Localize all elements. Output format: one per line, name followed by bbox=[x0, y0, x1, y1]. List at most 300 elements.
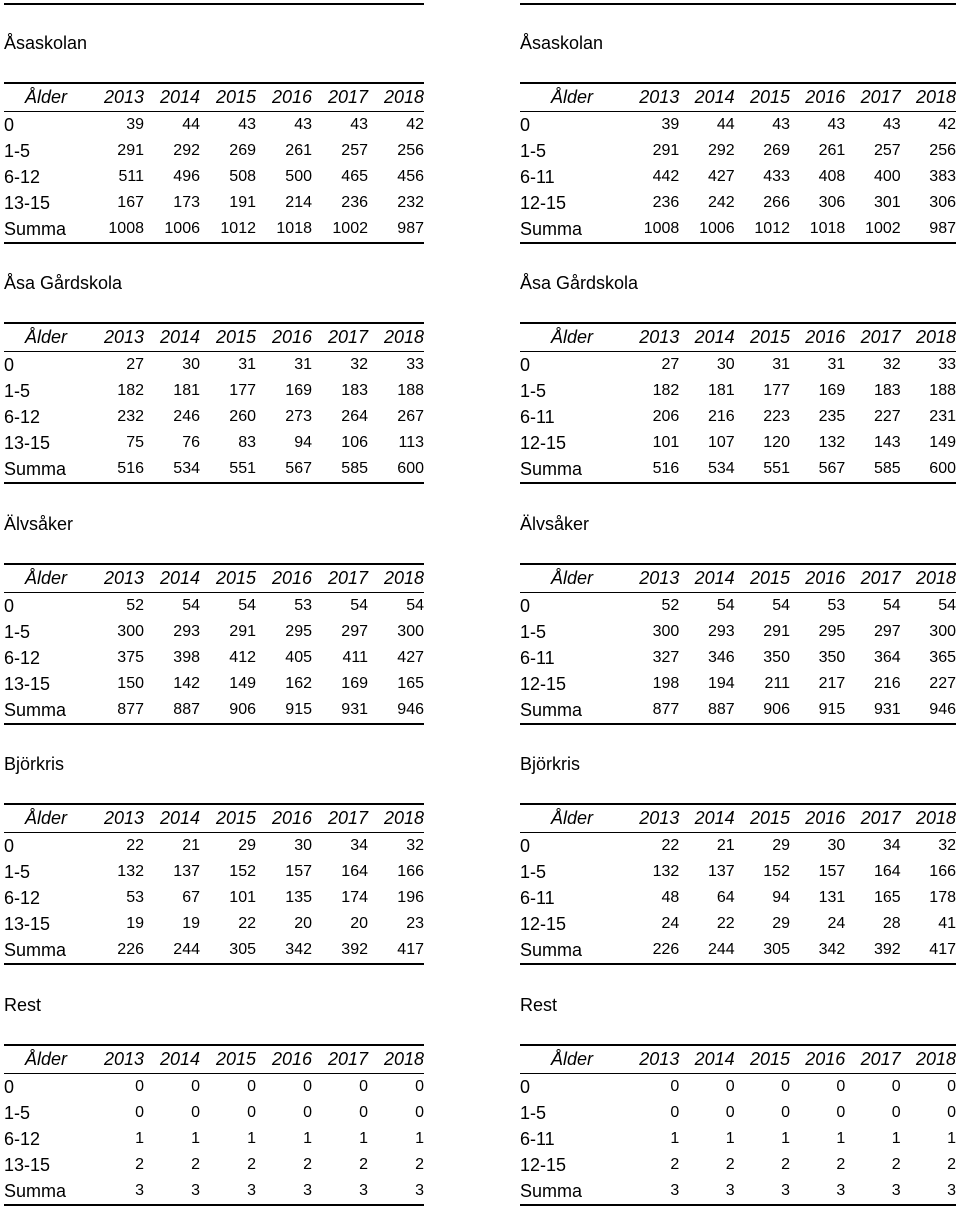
count-cell: 0 bbox=[247, 1104, 256, 1121]
age-group-cell: 0 bbox=[520, 114, 531, 135]
count-cell: 149 bbox=[229, 675, 256, 692]
age-group-cell: 0 bbox=[520, 595, 531, 616]
count-cell: 264 bbox=[341, 408, 368, 425]
count-cell: 295 bbox=[285, 623, 312, 640]
count-cell: 226 bbox=[88, 937, 144, 964]
count-cell: 30 bbox=[827, 837, 846, 854]
age-group-cell: 0 bbox=[4, 835, 15, 856]
table-row bbox=[520, 619, 956, 645]
count-cell: 427 bbox=[397, 649, 424, 666]
count-cell: 177 bbox=[763, 382, 790, 399]
count-cell: 227 bbox=[873, 408, 901, 425]
count-cell: 301 bbox=[873, 194, 901, 211]
count-cell: 342 bbox=[256, 937, 312, 964]
count-cell: 987 bbox=[901, 216, 956, 243]
count-cell: 29 bbox=[772, 837, 790, 854]
count-cell: 242 bbox=[707, 194, 735, 211]
count-cell: 223 bbox=[763, 408, 790, 425]
count-cell: 1 bbox=[415, 1130, 424, 1147]
count-cell: 877 bbox=[88, 697, 144, 724]
count-cell: 183 bbox=[341, 382, 368, 399]
count-cell: 3 bbox=[368, 1178, 424, 1205]
school-title: Björkris bbox=[520, 754, 581, 774]
count-cell: 181 bbox=[707, 382, 735, 399]
count-cell: 0 bbox=[670, 1104, 680, 1121]
count-cell: 511 bbox=[118, 168, 144, 185]
count-cell: 383 bbox=[929, 168, 956, 185]
age-group-cell: 12-15 bbox=[520, 913, 567, 934]
year-column-header: 2018 bbox=[368, 323, 424, 352]
count-cell: 3 bbox=[144, 1178, 200, 1205]
count-cell: 256 bbox=[397, 142, 424, 159]
age-group-cell: Summa bbox=[520, 216, 624, 243]
age-group-cell: 13-15 bbox=[4, 432, 51, 453]
count-cell: 915 bbox=[790, 697, 845, 724]
count-cell: 305 bbox=[200, 937, 256, 964]
count-cell: 300 bbox=[117, 623, 144, 640]
count-cell: 54 bbox=[938, 597, 956, 614]
count-cell: 22 bbox=[716, 915, 735, 932]
year-column-header: 2017 bbox=[845, 83, 900, 112]
count-cell: 364 bbox=[873, 649, 901, 666]
table-row bbox=[520, 456, 956, 483]
count-cell: 166 bbox=[929, 863, 956, 880]
count-cell: 31 bbox=[772, 356, 790, 373]
count-cell: 24 bbox=[661, 915, 680, 932]
count-cell: 54 bbox=[350, 597, 368, 614]
count-cell: 42 bbox=[406, 116, 424, 133]
count-cell: 211 bbox=[764, 675, 790, 692]
age-column-header: Ålder bbox=[520, 804, 624, 833]
table-row bbox=[520, 112, 956, 139]
count-cell: 157 bbox=[818, 863, 846, 880]
table-header-row bbox=[520, 804, 956, 833]
age-group-cell: 1-5 bbox=[4, 861, 31, 882]
age-group-cell: 13-15 bbox=[4, 192, 51, 213]
count-cell: 585 bbox=[845, 456, 900, 483]
count-cell: 1 bbox=[670, 1130, 680, 1147]
table-row bbox=[520, 1178, 956, 1205]
count-cell: 157 bbox=[285, 863, 312, 880]
count-cell: 165 bbox=[397, 675, 424, 692]
age-table bbox=[4, 563, 424, 725]
age-group-cell: 1-5 bbox=[4, 621, 31, 642]
table-row bbox=[4, 456, 424, 483]
age-column-header: Ålder bbox=[4, 564, 88, 593]
age-table bbox=[520, 322, 956, 484]
count-cell: 188 bbox=[397, 382, 424, 399]
school-title: Rest bbox=[520, 995, 558, 1015]
count-cell: 22 bbox=[661, 837, 680, 854]
school-title: Älvsåker bbox=[520, 514, 590, 534]
school-title: Åsaskolan bbox=[520, 33, 604, 53]
count-cell: 165 bbox=[873, 889, 901, 906]
count-cell: 931 bbox=[845, 697, 900, 724]
count-cell: 291 bbox=[117, 142, 144, 159]
age-column-header: Ålder bbox=[4, 804, 88, 833]
year-column-header: 2013 bbox=[624, 804, 679, 833]
count-cell: 106 bbox=[341, 434, 368, 451]
count-cell: 551 bbox=[735, 456, 790, 483]
count-cell: 1 bbox=[303, 1130, 312, 1147]
table-row bbox=[4, 404, 424, 430]
count-cell: 887 bbox=[144, 697, 200, 724]
table-row bbox=[4, 190, 424, 216]
count-cell: 76 bbox=[182, 434, 200, 451]
count-cell: 27 bbox=[126, 356, 144, 373]
table-row bbox=[520, 911, 956, 937]
age-group-cell: 12-15 bbox=[520, 432, 567, 453]
count-cell: 54 bbox=[772, 597, 790, 614]
count-cell: 174 bbox=[341, 889, 368, 906]
count-cell: 2 bbox=[191, 1156, 200, 1173]
count-cell: 567 bbox=[790, 456, 845, 483]
count-cell: 101 bbox=[652, 434, 680, 451]
count-cell: 534 bbox=[679, 456, 734, 483]
count-cell: 152 bbox=[763, 863, 790, 880]
count-cell: 2 bbox=[836, 1156, 846, 1173]
table-row bbox=[520, 138, 956, 164]
count-cell: 3 bbox=[624, 1178, 679, 1205]
count-cell: 567 bbox=[256, 456, 312, 483]
table-row bbox=[4, 619, 424, 645]
count-cell: 44 bbox=[182, 116, 200, 133]
count-cell: 169 bbox=[341, 675, 368, 692]
school-title: Åsa Gårdskola bbox=[520, 273, 639, 293]
count-cell: 217 bbox=[818, 675, 846, 692]
age-group-cell: 1-5 bbox=[520, 1102, 547, 1123]
year-column-header: 2015 bbox=[735, 804, 790, 833]
count-cell: 2 bbox=[247, 1156, 256, 1173]
count-cell: 306 bbox=[818, 194, 846, 211]
count-cell: 417 bbox=[901, 937, 956, 964]
year-column-header: 2015 bbox=[735, 1045, 790, 1074]
age-table bbox=[4, 1044, 424, 1206]
age-column-header: Ålder bbox=[4, 323, 88, 352]
count-cell: 0 bbox=[891, 1078, 901, 1095]
top-rule bbox=[520, 3, 956, 5]
count-cell: 19 bbox=[182, 915, 200, 932]
count-cell: 177 bbox=[229, 382, 256, 399]
age-group-cell: 0 bbox=[520, 835, 531, 856]
age-group-cell: 6-12 bbox=[4, 887, 41, 908]
table-header-row bbox=[520, 83, 956, 112]
year-column-header: 2015 bbox=[735, 323, 790, 352]
table-row bbox=[4, 671, 424, 697]
table-row bbox=[4, 216, 424, 243]
year-column-header: 2017 bbox=[845, 1045, 900, 1074]
year-column-header: 2014 bbox=[144, 564, 200, 593]
count-cell: 585 bbox=[312, 456, 368, 483]
count-cell: 196 bbox=[397, 889, 424, 906]
count-cell: 2 bbox=[303, 1156, 312, 1173]
age-column-header: Ålder bbox=[4, 83, 88, 112]
age-column-header: Ålder bbox=[520, 564, 624, 593]
count-cell: 166 bbox=[397, 863, 424, 880]
year-column-header: 2015 bbox=[200, 804, 256, 833]
year-column-header: 2013 bbox=[624, 1045, 679, 1074]
count-cell: 113 bbox=[398, 434, 424, 451]
count-cell: 169 bbox=[818, 382, 846, 399]
age-table bbox=[520, 1044, 956, 1206]
age-group-cell: 0 bbox=[4, 595, 15, 616]
year-column-header: 2016 bbox=[790, 804, 845, 833]
count-cell: 0 bbox=[303, 1078, 312, 1095]
age-group-cell: Summa bbox=[4, 1178, 88, 1205]
count-cell: 142 bbox=[173, 675, 200, 692]
count-cell: 39 bbox=[126, 116, 144, 133]
age-table bbox=[520, 82, 956, 244]
age-column-header: Ålder bbox=[520, 323, 624, 352]
table-row bbox=[4, 697, 424, 724]
count-cell: 300 bbox=[652, 623, 680, 640]
count-cell: 273 bbox=[285, 408, 312, 425]
count-cell: 1 bbox=[725, 1130, 735, 1147]
year-column-header: 2018 bbox=[901, 1045, 956, 1074]
count-cell: 0 bbox=[191, 1104, 200, 1121]
count-cell: 2 bbox=[415, 1156, 424, 1173]
count-cell: 169 bbox=[285, 382, 312, 399]
count-cell: 43 bbox=[827, 116, 846, 133]
count-cell: 3 bbox=[790, 1178, 845, 1205]
count-cell: 2 bbox=[891, 1156, 901, 1173]
count-cell: 33 bbox=[406, 356, 424, 373]
count-cell: 1008 bbox=[624, 216, 679, 243]
count-cell: 94 bbox=[772, 889, 790, 906]
count-cell: 34 bbox=[882, 837, 901, 854]
count-cell: 29 bbox=[238, 837, 256, 854]
count-cell: 0 bbox=[725, 1078, 735, 1095]
year-column-header: 2017 bbox=[312, 323, 368, 352]
count-cell: 23 bbox=[406, 915, 424, 932]
count-cell: 30 bbox=[182, 356, 200, 373]
count-cell: 257 bbox=[341, 142, 368, 159]
year-column-header: 2018 bbox=[368, 83, 424, 112]
count-cell: 27 bbox=[661, 356, 680, 373]
count-cell: 291 bbox=[763, 623, 790, 640]
count-cell: 346 bbox=[707, 649, 735, 666]
count-cell: 442 bbox=[652, 168, 680, 185]
year-column-header: 2013 bbox=[88, 323, 144, 352]
count-cell: 30 bbox=[716, 356, 735, 373]
table-row bbox=[520, 1126, 956, 1152]
count-cell: 3 bbox=[845, 1178, 900, 1205]
age-group-cell: 12-15 bbox=[520, 192, 567, 213]
count-cell: 1 bbox=[359, 1130, 368, 1147]
count-cell: 516 bbox=[88, 456, 144, 483]
count-cell: 182 bbox=[117, 382, 144, 399]
count-cell: 64 bbox=[716, 889, 735, 906]
age-column-header: Ålder bbox=[520, 1045, 624, 1074]
year-column-header: 2018 bbox=[901, 804, 956, 833]
table-row bbox=[4, 1100, 424, 1126]
count-cell: 137 bbox=[707, 863, 735, 880]
count-cell: 295 bbox=[818, 623, 846, 640]
age-table bbox=[520, 803, 956, 965]
count-cell: 53 bbox=[126, 889, 144, 906]
count-cell: 0 bbox=[135, 1078, 144, 1095]
count-cell: 398 bbox=[173, 649, 200, 666]
year-column-header: 2017 bbox=[312, 804, 368, 833]
count-cell: 1 bbox=[135, 1130, 144, 1147]
year-column-header: 2014 bbox=[144, 83, 200, 112]
count-cell: 173 bbox=[173, 194, 200, 211]
age-column-header: Ålder bbox=[4, 1045, 88, 1074]
count-cell: 456 bbox=[397, 168, 424, 185]
table-header-row bbox=[4, 804, 424, 833]
year-column-header: 2018 bbox=[901, 323, 956, 352]
year-column-header: 2016 bbox=[256, 323, 312, 352]
count-cell: 235 bbox=[818, 408, 846, 425]
count-cell: 496 bbox=[173, 168, 200, 185]
count-cell: 34 bbox=[350, 837, 368, 854]
count-cell: 194 bbox=[707, 675, 735, 692]
count-cell: 2 bbox=[135, 1156, 144, 1173]
count-cell: 43 bbox=[772, 116, 790, 133]
count-cell: 236 bbox=[341, 194, 368, 211]
year-column-header: 2015 bbox=[200, 1045, 256, 1074]
count-cell: 412 bbox=[229, 649, 256, 666]
table-row bbox=[4, 937, 424, 964]
count-cell: 52 bbox=[661, 597, 680, 614]
year-column-header: 2016 bbox=[790, 83, 845, 112]
count-cell: 3 bbox=[200, 1178, 256, 1205]
count-cell: 167 bbox=[117, 194, 144, 211]
age-group-cell: 6-11 bbox=[520, 1128, 555, 1149]
count-cell: 1 bbox=[891, 1130, 901, 1147]
age-group-cell: 13-15 bbox=[4, 1154, 51, 1175]
age-group-cell: 1-5 bbox=[4, 380, 31, 401]
count-cell: 226 bbox=[624, 937, 679, 964]
count-cell: 227 bbox=[929, 675, 956, 692]
count-cell: 0 bbox=[359, 1078, 368, 1095]
age-group-cell: Summa bbox=[4, 937, 88, 964]
count-cell: 261 bbox=[285, 142, 312, 159]
count-cell: 54 bbox=[182, 597, 200, 614]
age-group-cell: 1-5 bbox=[520, 380, 547, 401]
count-cell: 33 bbox=[938, 356, 956, 373]
table-row bbox=[520, 937, 956, 964]
count-cell: 2 bbox=[359, 1156, 368, 1173]
table-row bbox=[520, 164, 956, 190]
count-cell: 132 bbox=[652, 863, 680, 880]
age-group-cell: Summa bbox=[520, 937, 624, 964]
count-cell: 181 bbox=[173, 382, 200, 399]
count-cell: 1002 bbox=[312, 216, 368, 243]
age-group-cell: 1-5 bbox=[520, 621, 547, 642]
count-cell: 137 bbox=[173, 863, 200, 880]
age-group-cell: 6-12 bbox=[4, 647, 41, 668]
table-row bbox=[520, 833, 956, 860]
year-column-header: 2016 bbox=[790, 323, 845, 352]
count-cell: 182 bbox=[652, 382, 680, 399]
age-group-cell: 6-12 bbox=[4, 166, 41, 187]
year-column-header: 2013 bbox=[88, 83, 144, 112]
age-group-cell: 12-15 bbox=[520, 1154, 567, 1175]
count-cell: 433 bbox=[763, 168, 790, 185]
count-cell: 0 bbox=[947, 1078, 956, 1095]
year-column-header: 2018 bbox=[901, 83, 956, 112]
count-cell: 28 bbox=[882, 915, 901, 932]
count-cell: 1018 bbox=[790, 216, 845, 243]
year-column-header: 2015 bbox=[735, 83, 790, 112]
count-cell: 232 bbox=[397, 194, 424, 211]
count-cell: 534 bbox=[144, 456, 200, 483]
count-cell: 1 bbox=[247, 1130, 256, 1147]
count-cell: 132 bbox=[818, 434, 846, 451]
count-cell: 3 bbox=[679, 1178, 734, 1205]
count-cell: 2 bbox=[947, 1156, 956, 1173]
count-cell: 293 bbox=[707, 623, 735, 640]
count-cell: 132 bbox=[117, 863, 144, 880]
count-cell: 48 bbox=[661, 889, 680, 906]
count-cell: 293 bbox=[173, 623, 200, 640]
count-cell: 31 bbox=[827, 356, 846, 373]
age-group-cell: 0 bbox=[4, 1076, 15, 1097]
table-row bbox=[4, 164, 424, 190]
year-column-header: 2013 bbox=[88, 564, 144, 593]
count-cell: 1006 bbox=[144, 216, 200, 243]
age-group-cell: Summa bbox=[4, 216, 88, 243]
age-group-cell: 0 bbox=[520, 1076, 531, 1097]
year-column-header: 2017 bbox=[845, 804, 900, 833]
count-cell: 291 bbox=[652, 142, 680, 159]
year-column-header: 2017 bbox=[312, 83, 368, 112]
year-column-header: 2015 bbox=[735, 564, 790, 593]
year-column-header: 2016 bbox=[790, 564, 845, 593]
count-cell: 306 bbox=[929, 194, 956, 211]
count-cell: 292 bbox=[707, 142, 735, 159]
count-cell: 0 bbox=[947, 1104, 956, 1121]
count-cell: 42 bbox=[938, 116, 956, 133]
table-row bbox=[4, 1126, 424, 1152]
count-cell: 152 bbox=[229, 863, 256, 880]
year-column-header: 2016 bbox=[256, 564, 312, 593]
count-cell: 135 bbox=[285, 889, 312, 906]
top-rule bbox=[4, 3, 424, 5]
table-row bbox=[4, 138, 424, 164]
count-cell: 508 bbox=[229, 168, 256, 185]
age-group-cell: 0 bbox=[520, 354, 531, 375]
count-cell: 350 bbox=[763, 649, 790, 666]
year-column-header: 2015 bbox=[200, 323, 256, 352]
year-column-header: 2017 bbox=[845, 564, 900, 593]
count-cell: 236 bbox=[652, 194, 680, 211]
count-cell: 0 bbox=[415, 1078, 424, 1095]
count-cell: 392 bbox=[845, 937, 900, 964]
count-cell: 43 bbox=[238, 116, 256, 133]
age-group-cell: 1-5 bbox=[520, 861, 547, 882]
school-title: Åsaskolan bbox=[4, 33, 88, 53]
count-cell: 216 bbox=[873, 675, 901, 692]
year-column-header: 2017 bbox=[312, 564, 368, 593]
count-cell: 231 bbox=[929, 408, 956, 425]
count-cell: 305 bbox=[735, 937, 790, 964]
count-cell: 291 bbox=[229, 623, 256, 640]
count-cell: 20 bbox=[350, 915, 368, 932]
age-group-cell: 6-11 bbox=[520, 406, 555, 427]
age-group-cell: 13-15 bbox=[4, 673, 51, 694]
count-cell: 887 bbox=[679, 697, 734, 724]
count-cell: 0 bbox=[836, 1104, 846, 1121]
count-cell: 32 bbox=[406, 837, 424, 854]
count-cell: 244 bbox=[679, 937, 734, 964]
age-group-cell: 6-12 bbox=[4, 406, 41, 427]
count-cell: 0 bbox=[891, 1104, 901, 1121]
school-title: Åsa Gårdskola bbox=[4, 273, 123, 293]
count-cell: 405 bbox=[285, 649, 312, 666]
count-cell: 1012 bbox=[200, 216, 256, 243]
